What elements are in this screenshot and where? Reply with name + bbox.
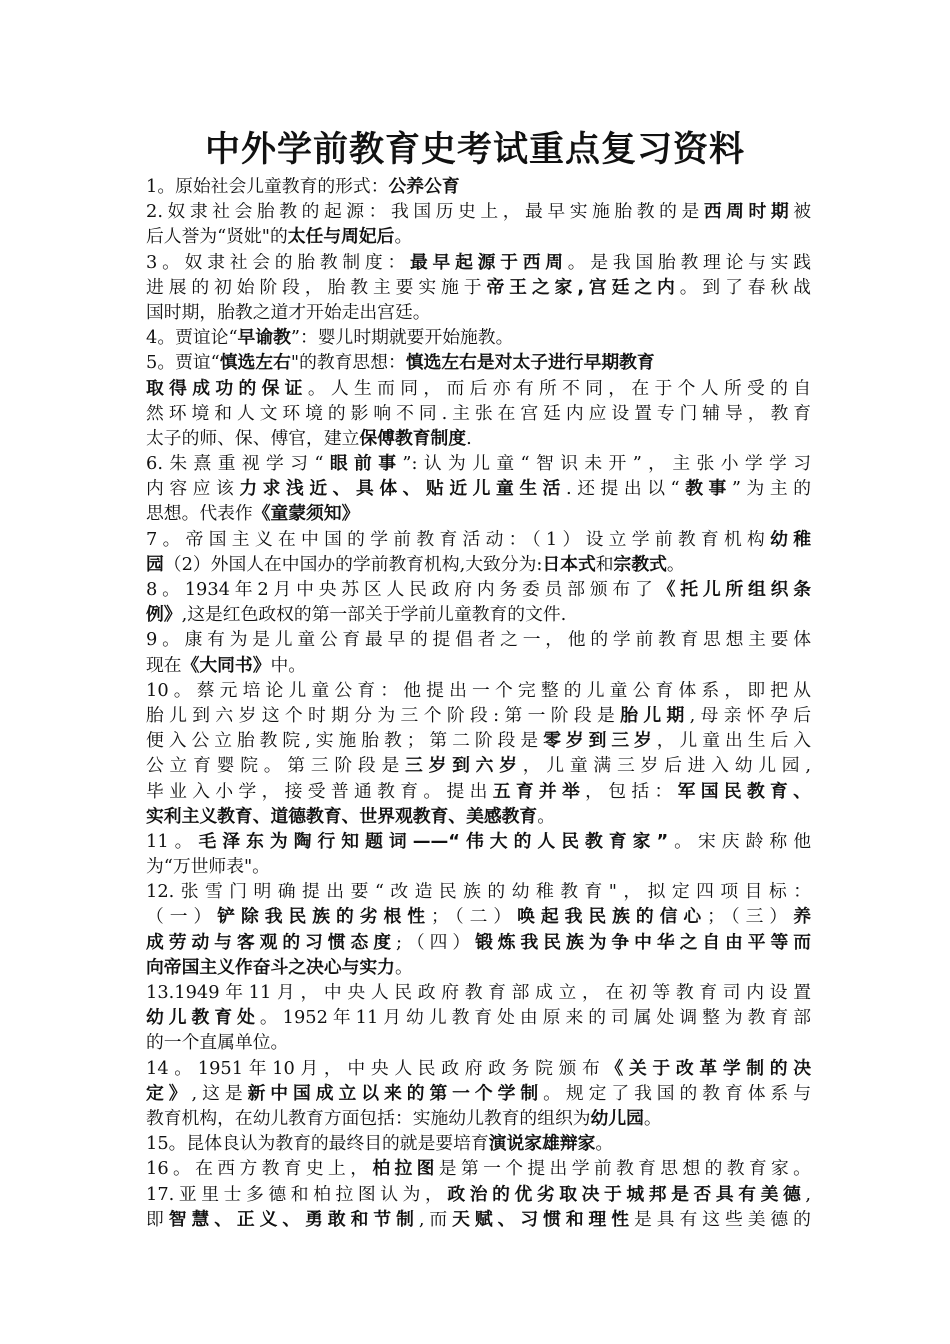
- bold-text: 政治的优劣取决于城邦是否具有美德: [447, 1183, 806, 1205]
- bold-text: 宗教式: [613, 553, 667, 575]
- text-line: [146, 174, 811, 199]
- bold-text: 演说家雄辩家: [488, 1133, 596, 1155]
- text-segment: 公立育婴院。第三阶段是: [146, 755, 406, 777]
- text-segment: ,: [805, 1183, 811, 1205]
- text-segment: 被: [793, 201, 811, 223]
- text-line: [146, 753, 811, 778]
- bold-text: 最早起源于西周: [410, 251, 568, 273]
- bold-text: 幼儿教育处: [146, 1007, 260, 1029]
- text-line: [146, 904, 811, 929]
- text-segment: ，包括：: [585, 780, 678, 802]
- text-segment: 。: [394, 226, 413, 248]
- text-segment: 。到了春秋战: [679, 276, 811, 298]
- text-segment: 14。1951年10月，中央人民政府政务院颁布: [146, 1057, 606, 1079]
- text-line: [146, 426, 811, 451]
- text-segment: 毕业入小学，接受普通教育。提出: [146, 780, 493, 802]
- text-line: [146, 1056, 811, 1081]
- text-segment: "的教育思想：: [290, 352, 406, 374]
- bold-text: 公养公育: [388, 176, 460, 197]
- text-line: [146, 1030, 811, 1055]
- text-segment: （2）外国人在中国办的学前教育机构,大致分为:: [163, 553, 543, 575]
- bold-text: 柏拉图: [372, 1158, 439, 1180]
- text-line: [146, 250, 811, 275]
- bold-text: 新中国成立以来的第一个学制: [247, 1082, 544, 1104]
- text-segment: 8。1934年2月中央苏区人民政府内务委员部颁布了: [146, 579, 658, 600]
- text-segment: ；（二）: [430, 906, 518, 928]
- text-segment: 是具有这些美德的: [634, 1208, 811, 1230]
- text-segment: 和: [595, 553, 614, 575]
- text-segment: 现在: [146, 654, 182, 676]
- text-segment: .还提出以“: [566, 478, 680, 500]
- text-line: [146, 527, 811, 552]
- text-line: [146, 728, 811, 753]
- text-line: [146, 350, 811, 375]
- bold-text: 早谕教: [237, 327, 291, 349]
- text-line: [146, 602, 811, 627]
- text-line: [146, 577, 811, 602]
- bold-text: 慎选左右是对太子进行早期教育: [405, 352, 655, 374]
- bold-text: 《关于改革学制的决: [605, 1057, 811, 1079]
- text-segment: ,这是: [191, 1082, 248, 1104]
- bold-text: 毛泽东为陶行知题词——“伟大的人民教育家”: [198, 830, 669, 852]
- text-segment: ”:认为儿童“智识未开”，主张小学学习: [402, 453, 811, 475]
- text-segment: 17.亚里士多德和柏拉图认为，: [146, 1183, 448, 1205]
- text-segment: 国时期，胎教之道才开始走出宫廷。: [146, 301, 431, 323]
- text-line: [146, 779, 811, 804]
- text-line: [146, 501, 811, 526]
- document-body: [146, 174, 811, 1232]
- text-segment: 16。在西方教育史上，: [146, 1158, 373, 1180]
- bold-text: 眼前事: [323, 453, 403, 475]
- text-segment: 。: [595, 1133, 614, 1155]
- text-line: [146, 1182, 811, 1207]
- bold-text: 教事: [679, 478, 732, 500]
- bold-text: 胎儿期: [620, 704, 690, 726]
- bold-text: 五育并举: [492, 780, 586, 802]
- text-line: [146, 955, 811, 980]
- bold-text: 实利主义教育、道德教育、世界观教育、美感教育: [146, 805, 538, 827]
- text-line: [146, 325, 811, 350]
- text-segment: 内容应该: [146, 478, 240, 500]
- bold-text: 向帝国主义作奋斗之决心与实力: [146, 956, 395, 978]
- text-segment: 即: [146, 1208, 169, 1230]
- bold-text: 智慧、正义、勇敢和节制: [168, 1208, 419, 1230]
- text-line: [146, 199, 811, 224]
- text-segment: 。规定了我国的教育体系与: [543, 1082, 811, 1104]
- text-segment: 思想。代表作: [146, 503, 253, 525]
- text-line: [146, 476, 811, 501]
- document-title: 中外学前教育史考试重点复习资料: [204, 130, 745, 170]
- bold-text: 成劳动与客观的习惯态度: [146, 931, 396, 953]
- text-segment: 4。贾谊论“: [146, 327, 238, 349]
- text-line: [146, 653, 811, 678]
- text-segment: 。人生而同，而后亦有所不同，在于个人所受的自: [307, 377, 811, 399]
- text-segment: 11。: [146, 830, 199, 852]
- text-segment: 5。贾谊“: [146, 352, 220, 374]
- bold-text: 例》: [146, 604, 182, 626]
- text-segment: 13.1949年11月，中央人民政府教育部成立，在初等教育司内设置: [146, 982, 811, 1003]
- text-segment: 2.奴隶社会胎教的起源：我国历史上，最早实施胎教的是: [146, 201, 704, 223]
- bold-text: 力求浅近、具体、贴近儿童生活: [239, 478, 567, 500]
- text-segment: 6.朱熹重视学习“: [146, 453, 324, 475]
- text-line: [146, 401, 811, 426]
- text-line: [146, 1156, 811, 1181]
- text-line: [146, 980, 811, 1005]
- text-line: [146, 1106, 811, 1131]
- text-segment: 9。康有为是儿童公育最早的提倡者之一，他的学前教育思想主要体: [146, 629, 811, 651]
- text-line: [146, 300, 811, 325]
- bold-text: 帝王之家,宫廷之内: [486, 276, 680, 298]
- bold-text: 《托儿所组织条: [657, 579, 811, 600]
- text-segment: 后人誉为“贤妣"的: [146, 226, 288, 248]
- text-segment: 胎儿到六岁这个时期分为三个阶段:第一阶段是: [146, 704, 621, 726]
- text-segment: ，儿童满三岁后进入幼儿园,: [522, 755, 811, 777]
- text-line: [146, 1207, 811, 1232]
- bold-text: 《童蒙须知》: [252, 503, 360, 525]
- text-segment: 。宋庆龄称他: [668, 830, 811, 852]
- bold-text: 军国民教育、: [677, 780, 811, 802]
- bold-text: 园: [146, 553, 164, 575]
- text-segment: 12.张雪门明确提出要“改造民族的幼稚教育"，拟定四项目标：: [146, 881, 811, 903]
- bold-text: 天赋、习惯和理性: [452, 1208, 635, 1230]
- text-segment: 3。奴隶社会的胎教制度：: [146, 251, 411, 273]
- bold-text: 西周时期: [703, 201, 794, 223]
- bold-text: 铲除我民族的劣根性: [217, 906, 431, 928]
- text-segment: 15。昆体良认为教育的最终目的就是要培育: [146, 1133, 489, 1155]
- text-line: [146, 854, 811, 879]
- bold-text: 唤起我民族的信心: [517, 906, 708, 928]
- text-segment: ，儿童出生后入: [656, 730, 811, 752]
- bold-text: 《大同书》: [181, 654, 271, 676]
- text-segment: 为“万世师表"。: [146, 856, 270, 878]
- text-segment: （一）: [146, 906, 218, 928]
- text-line: [146, 275, 811, 300]
- text-segment: 进展的初始阶段，胎教主要实施于: [146, 276, 487, 298]
- bold-text: 定》: [146, 1082, 192, 1104]
- text-segment: ;（四）: [395, 931, 476, 953]
- text-line: [146, 703, 811, 728]
- text-segment: 是第一个提出学前教育思想的教育家。: [438, 1158, 811, 1180]
- bold-text: 取得成功的保证: [146, 377, 308, 399]
- text-line: [146, 1081, 811, 1106]
- text-segment: 。: [643, 1107, 662, 1129]
- text-segment: ；（三）: [707, 906, 794, 928]
- text-segment: ,母亲怀孕后: [689, 704, 811, 726]
- text-line: [146, 930, 811, 955]
- text-segment: 。是我国胎教理论与实践: [567, 251, 811, 273]
- text-line: [146, 627, 811, 652]
- text-line: [146, 879, 811, 904]
- bold-text: 慎选左右: [219, 352, 291, 374]
- bold-text: 零岁到三岁: [543, 730, 657, 752]
- bold-text: 日本式: [542, 553, 596, 575]
- text-line: [146, 1131, 811, 1156]
- bold-text: 锻炼我民族为争中华之自由平等而: [475, 931, 811, 953]
- text-segment: 中。: [270, 654, 307, 676]
- text-line: [146, 678, 811, 703]
- bold-text: 幼儿园: [590, 1107, 644, 1129]
- text-segment: 1。原始社会儿童教育的形式：: [146, 176, 389, 197]
- text-line: [146, 224, 811, 249]
- text-segment: ”为主的: [731, 478, 811, 500]
- bold-text: 养: [793, 906, 811, 928]
- text-segment: ”：婴儿时期就要开始施教。: [290, 327, 514, 349]
- text-segment: ,而: [418, 1208, 453, 1230]
- text-segment: 。: [394, 956, 413, 978]
- bold-text: 太任与周妃后: [287, 226, 395, 248]
- bold-text: 幼稚: [770, 528, 811, 550]
- text-segment: 7。帝国主义在中国的学前教育活动：（1）设立学前教育机构: [146, 528, 771, 550]
- text-line: [146, 1005, 811, 1030]
- text-segment: 。: [537, 805, 555, 827]
- text-segment: 10。蔡元培论儿童公育：他提出一个完整的儿童公育体系，即把从: [146, 679, 811, 701]
- text-line: [146, 376, 811, 401]
- bold-text: 三岁到六岁: [405, 755, 523, 777]
- text-segment: 便入公立胎教院,实施胎教；第二阶段是: [146, 730, 544, 752]
- text-segment: ,这是红色政权的第一部关于学前儿童教育的文件.: [181, 604, 567, 626]
- text-segment: 。: [666, 553, 685, 575]
- text-segment: 的一个直属单位。: [146, 1032, 289, 1054]
- text-line: [146, 804, 811, 829]
- text-segment: .: [466, 427, 472, 449]
- text-line: [146, 829, 811, 854]
- text-segment: 然环境和人文环境的影响不同.主张在宫廷内应设置专门辅导，教育: [146, 402, 811, 424]
- text-segment: 。1952年11月幼儿教育处由原来的司属处调整为教育部: [259, 1007, 811, 1029]
- text-line: [146, 451, 811, 476]
- text-segment: 教育机构，在幼儿教育方面包括：实施幼儿教育的组织为: [146, 1107, 591, 1129]
- text-line: [146, 552, 811, 577]
- bold-text: 保傅教育制度: [359, 427, 467, 449]
- text-segment: 太子的师、保、傅官，建立: [146, 427, 360, 449]
